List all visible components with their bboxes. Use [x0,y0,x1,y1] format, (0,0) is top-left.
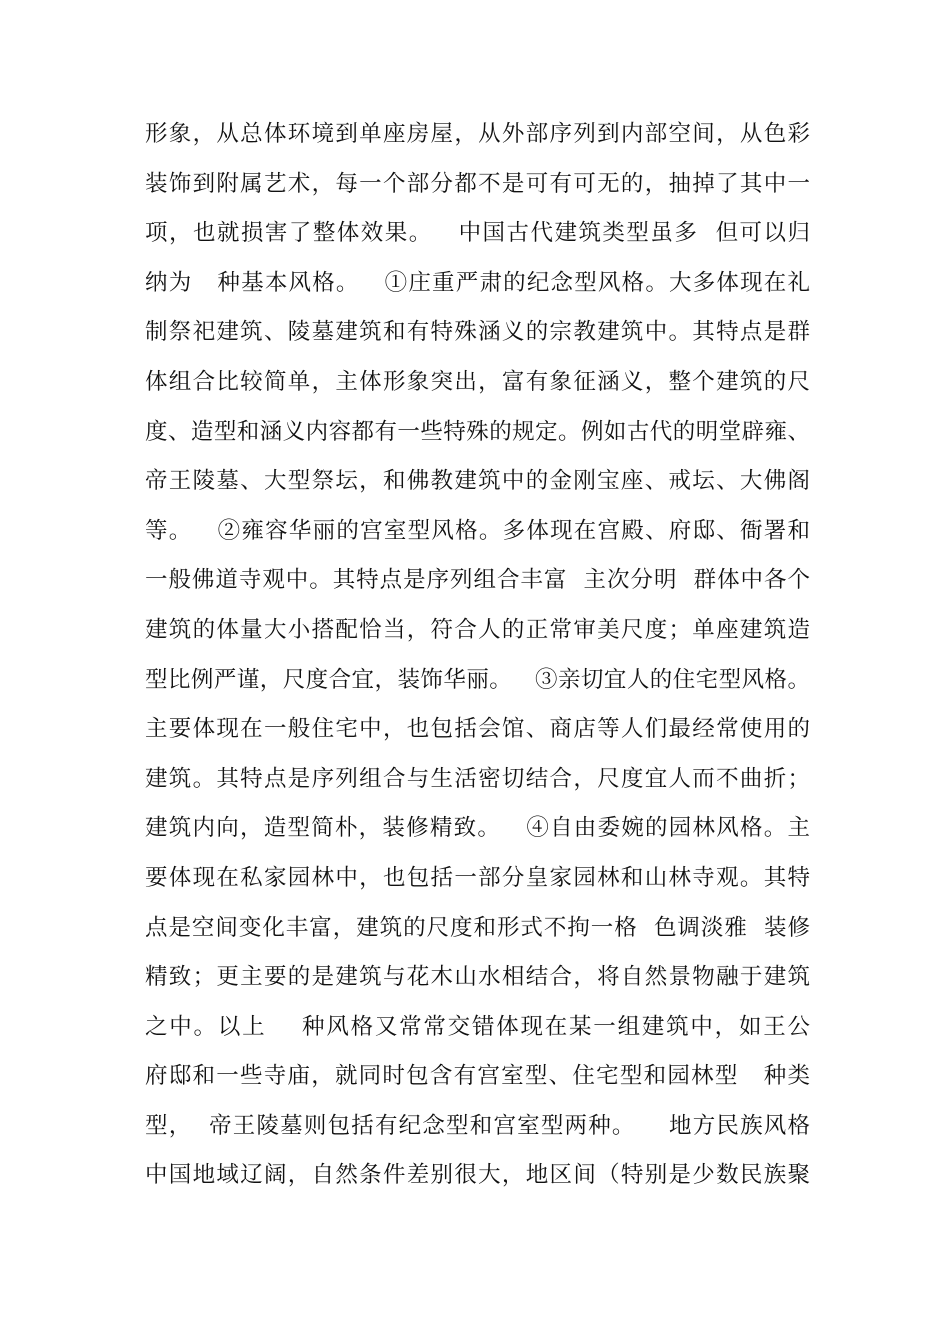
text-line: 建筑内向，造型简朴，装修精致。 ④自由委婉的园林风格。主 [145,815,810,842]
body-text [145,110,810,1201]
text-line: 度、造型和涵义内容都有一些特殊的规定。例如古代的明堂辟雍、 [145,418,810,445]
text-line: 之中。以上 种风格又常常交错体现在某一组建筑中，如王公 [145,1013,810,1040]
text-line: 型比例严谨，尺度合宜，装饰华丽。 ③亲切宜人的住宅型风格。 [145,666,810,693]
text-line: 项，也就损害了整体效果。 中国古代建筑类型虽多 但可以归 [145,220,810,247]
text-line: 型， 帝王陵墓则包括有纪念型和宫室型两种。 地方民族风格 [145,1112,810,1139]
text-line: 形象，从总体环境到单座房屋，从外部序列到内部空间，从色彩 [145,121,810,147]
text-line: 帝王陵墓、大型祭坛，和佛教建筑中的金刚宝座、戒坛、大佛阁 [145,468,810,495]
text-line: 制祭祀建筑、陵墓建筑和有特殊涵义的宗教建筑中。其特点是群 [145,319,810,346]
text-line: 建筑。其特点是序列组合与生活密切结合，尺度宜人而不曲折； [145,765,810,792]
text-line: 一般佛道寺观中。其特点是序列组合丰富 主次分明 群体中各个 [145,567,810,594]
text-line: 主要体现在一般住宅中，也包括会馆、商店等人们最经常使用的 [145,716,810,743]
text-line: 装饰到附属艺术，每一个部分都不是可有可无的，抽掉了其中一 [145,170,810,197]
text-line: 建筑的体量大小搭配恰当，符合人的正常审美尺度；单座建筑造 [145,616,810,643]
text-line: 等。 ②雍容华丽的宫室型风格。多体现在宫殿、府邸、衙署和 [145,517,810,544]
text-line: 体组合比较简单，主体形象突出，富有象征涵义，整个建筑的尺 [145,368,810,395]
text-line: 精致；更主要的是建筑与花木山水相结合，将自然景物融于建筑 [145,964,810,991]
text-line: 纳为 种基本风格。 ①庄重严肃的纪念型风格。大多体现在礼 [145,269,810,296]
text-line: 点是空间变化丰富，建筑的尺度和形式不拘一格 色调淡雅 装修 [145,914,810,941]
text-line: 中国地域辽阔，自然条件差别很大，地区间（特别是少数民族聚 [145,1162,810,1189]
text-line: 要体现在私家园林中，也包括一部分皇家园林和山林寺观。其特 [145,864,810,891]
text-line: 府邸和一些寺庙，就同时包含有宫室型、住宅型和园林型 种类 [145,1063,810,1090]
